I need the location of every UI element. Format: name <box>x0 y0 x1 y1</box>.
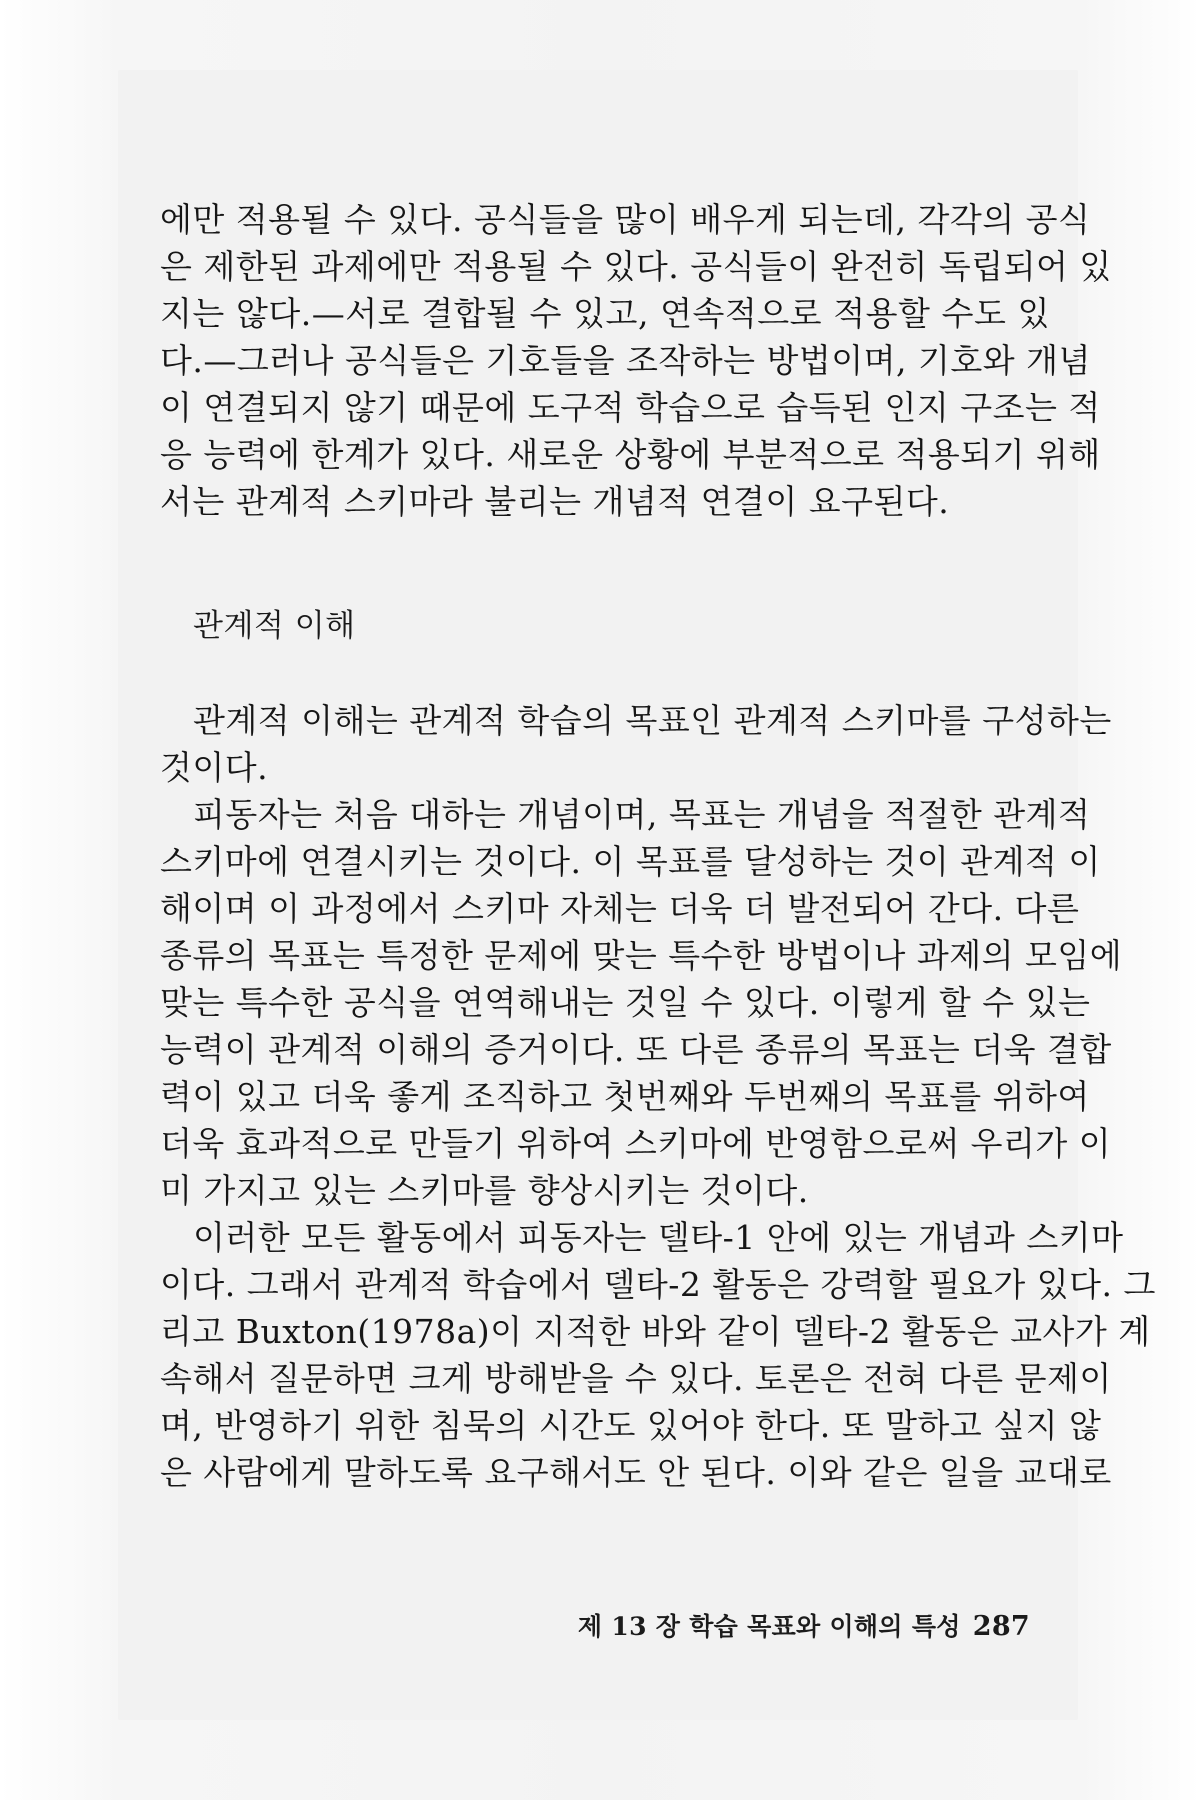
text-line: 속해서 질문하면 크게 방해받을 수 있다. 토론은 전혀 다른 문제이 <box>160 1359 1112 1398</box>
section-body <box>160 697 1156 1496</box>
text-line: 종류의 목표는 특정한 문제에 맞는 특수한 방법이나 과제의 모임에 <box>160 936 1123 975</box>
text-line: 이러한 모든 활동에서 피동자는 델타-1 안에 있는 개념과 스키마 <box>193 1218 1124 1257</box>
text-line: 피동자는 처음 대하는 개념이며, 목표는 개념을 적절한 관계적 <box>193 795 1091 834</box>
text-line: 지는 않다.—서로 결합될 수 있고, 연속적으로 적용할 수도 있 <box>160 294 1050 333</box>
text-line: 력이 있고 더욱 좋게 조직하고 첫번째와 두번째의 목표를 위하여 <box>160 1077 1090 1116</box>
text-line: 더욱 효과적으로 만들기 위하여 스키마에 반영함으로써 우리가 이 <box>160 1124 1112 1163</box>
text-line: 리고 Buxton(1978a)이 지적한 바와 같이 델타-2 활동은 교사가 계 <box>160 1312 1151 1351</box>
text-line: 은 사람에게 말하도록 요구해서도 안 된다. 이와 같은 일을 교대로 <box>160 1453 1112 1492</box>
text-line: 능력이 관계적 이해의 증거이다. 또 다른 종류의 목표는 더욱 결합 <box>160 1030 1112 1069</box>
text-line: 스키마에 연결시키는 것이다. 이 목표를 달성하는 것이 관계적 이 <box>160 842 1101 881</box>
text-line: 이다. 그래서 관계적 학습에서 델타-2 활동은 강력할 필요가 있다. 그 <box>160 1265 1156 1304</box>
text-line: 에만 적용될 수 있다. 공식들을 많이 배우게 되는데, 각각의 공식 <box>160 200 1091 239</box>
text-line: 해이며 이 과정에서 스키마 자체는 더욱 더 발전되어 간다. 다른 <box>160 889 1080 928</box>
text-line: 이 연결되지 않기 때문에 도구적 학습으로 습득된 인지 구조는 적 <box>160 388 1101 427</box>
text-line: 다.—그러나 공식들은 기호들을 조작하는 방법이며, 기호와 개념 <box>160 341 1091 380</box>
text-line: 맞는 특수한 공식을 연역해내는 것일 수 있다. 이렇게 할 수 있는 <box>160 983 1091 1022</box>
running-head: 제 13 장 학습 목표와 이해의 특성 <box>577 1612 961 1641</box>
page-number: 287 <box>972 1611 1030 1642</box>
continued-paragraph <box>160 196 1112 525</box>
text-line: 응 능력에 한계가 있다. 새로운 상황에 부분적으로 적용되기 위해 <box>160 435 1101 474</box>
text-line: 관계적 이해는 관계적 학습의 목표인 관계적 스키마를 구성하는 <box>193 701 1112 740</box>
text-line: 은 제한된 과제에만 적용될 수 있다. 공식들이 완전히 독립되어 있 <box>160 247 1112 286</box>
text-line: 것이다. <box>160 748 269 787</box>
text-line: 서는 관계적 스키마라 불리는 개념적 연결이 요구된다. <box>160 482 950 521</box>
text-line: 며, 반영하기 위한 침묵의 시간도 있어야 한다. 또 말하고 싶지 않 <box>160 1406 1102 1445</box>
text-line: 미 가지고 있는 스키마를 향상시키는 것이다. <box>160 1171 809 1210</box>
page-footer <box>578 1607 1030 1643</box>
section-heading: 관계적 이해 <box>193 608 356 644</box>
